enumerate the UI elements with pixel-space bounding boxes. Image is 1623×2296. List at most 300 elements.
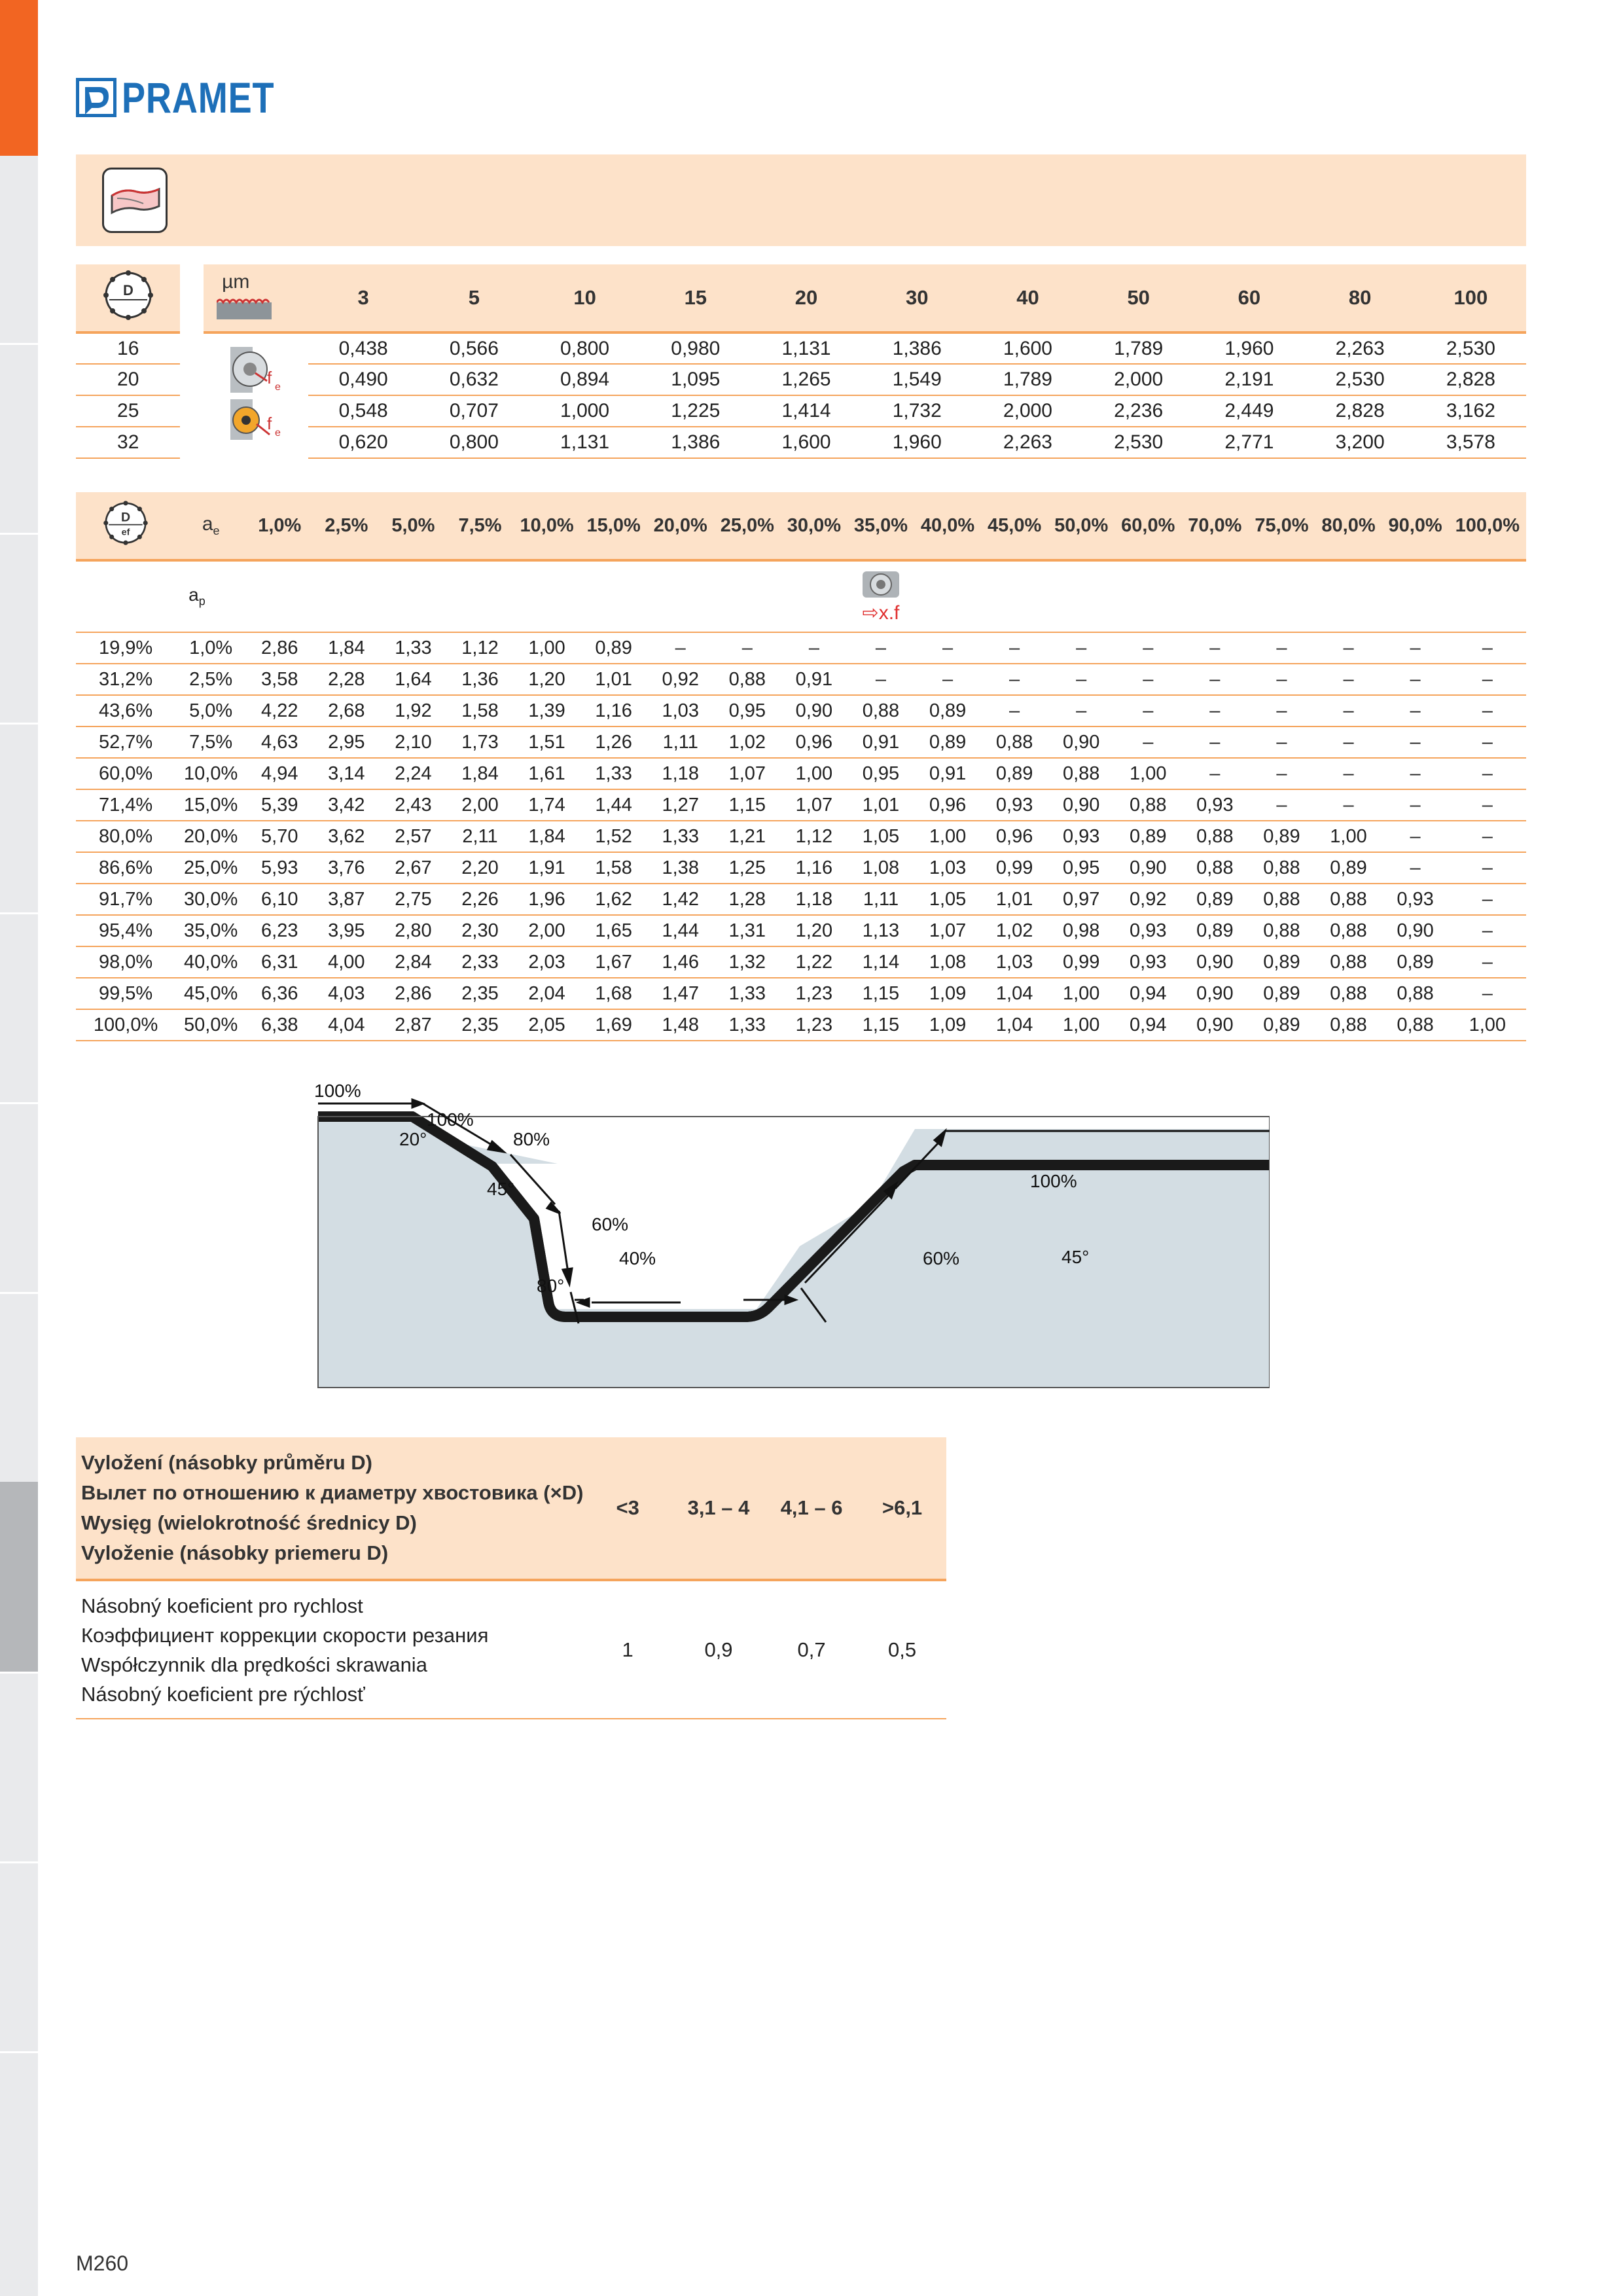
factor-value: 1,58 — [580, 852, 647, 884]
ae-col: 1,0% — [246, 492, 313, 560]
factor-value: 1,68 — [580, 978, 647, 1009]
factor-value: – — [1315, 789, 1382, 821]
diameter-cell: 32 — [76, 427, 180, 458]
factor-value: 5,39 — [246, 789, 313, 821]
factor-value: 0,99 — [981, 852, 1048, 884]
factor-value: 0,89 — [914, 695, 981, 726]
factor-value: 1,04 — [981, 1009, 1048, 1041]
feed-value: 1,095 — [640, 364, 751, 395]
ap-cell: 15,0% — [175, 789, 246, 821]
roughness-col-30: 30 — [862, 264, 972, 332]
factor-value: 2,84 — [380, 946, 446, 978]
factor-value: 2,20 — [446, 852, 513, 884]
radial-engagement-table — [76, 492, 1526, 1041]
def-cell: 86,6% — [76, 852, 175, 884]
factor-value: 2,03 — [514, 946, 580, 978]
effective-diameter-icon — [99, 497, 152, 549]
diameter-cell: 16 — [76, 332, 180, 364]
factor-value: 5,70 — [246, 821, 313, 852]
row-line: Współczynnik dla prędkości skrawania — [81, 1653, 427, 1676]
label-60: 60% — [923, 1248, 960, 1268]
factor-value: 0,92 — [647, 664, 714, 695]
feed-value: 1,131 — [751, 332, 861, 364]
factor-value: 2,30 — [446, 915, 513, 946]
ae-col: 20,0% — [647, 492, 714, 560]
ap-cell: 7,5% — [175, 726, 246, 758]
factor-value: 1,18 — [647, 758, 714, 789]
factor-value: 0,88 — [1382, 978, 1449, 1009]
feed-value: 2,000 — [972, 395, 1083, 427]
factor-value: 0,88 — [981, 726, 1048, 758]
factor-value: – — [1449, 726, 1526, 758]
angle-20: 20° — [399, 1129, 427, 1149]
factor-value: 1,08 — [914, 946, 981, 978]
factor-value: – — [1449, 758, 1526, 789]
speed-factor-value: 0,9 — [672, 1580, 765, 1719]
def-cell: 80,0% — [76, 821, 175, 852]
ap-cell: 40,0% — [175, 946, 246, 978]
row-line: Násobný koeficient pre rýchlosť — [81, 1682, 365, 1706]
factor-value: 1,00 — [1449, 1009, 1526, 1041]
feed-value: 1,131 — [529, 427, 640, 458]
factor-value: – — [1248, 789, 1315, 821]
def-cell: 52,7% — [76, 726, 175, 758]
ae-col: 45,0% — [981, 492, 1048, 560]
header-line: Вылет по отношению к диаметру хвостовика (×D) — [81, 1481, 584, 1504]
factor-value: 1,73 — [446, 726, 513, 758]
header-line: Vyložení (násobky průměru D) — [81, 1451, 372, 1474]
feed-value: 1,225 — [640, 395, 751, 427]
side-tab-strip — [0, 0, 38, 2296]
ap-cell: 45,0% — [175, 978, 246, 1009]
ae-col: 5,0% — [380, 492, 446, 560]
table-row — [76, 1009, 1526, 1041]
ae-col: 2,5% — [313, 492, 380, 560]
factor-value: 1,05 — [914, 884, 981, 915]
factor-value: 1,28 — [714, 884, 781, 915]
factor-value: 1,48 — [647, 1009, 714, 1041]
ae-col: 50,0% — [1048, 492, 1115, 560]
factor-value: 5,93 — [246, 852, 313, 884]
factor-value: 0,88 — [1248, 852, 1315, 884]
factor-value: 0,90 — [1181, 946, 1248, 978]
factor-value: – — [914, 664, 981, 695]
speed-factor-value: 0,7 — [765, 1580, 858, 1719]
factor-value: – — [1248, 632, 1315, 664]
factor-value: 1,31 — [714, 915, 781, 946]
header-line: Vyloženie (násobky priemeru D) — [81, 1541, 389, 1564]
factor-value: 1,91 — [514, 852, 580, 884]
feed-value: 2,263 — [972, 427, 1083, 458]
ap-cell: 1,0% — [175, 632, 246, 664]
factor-value: 1,42 — [647, 884, 714, 915]
factor-value: 6,23 — [246, 915, 313, 946]
spacer — [180, 427, 204, 458]
ae-col: 25,0% — [714, 492, 781, 560]
def-cell: 100,0% — [76, 1009, 175, 1041]
factor-value: 1,15 — [714, 789, 781, 821]
factor-value: 1,14 — [847, 946, 914, 978]
factor-value: 4,04 — [313, 1009, 380, 1041]
factor-value: 1,21 — [714, 821, 781, 852]
page-number: M260 — [76, 2251, 129, 2275]
factor-value: 1,20 — [514, 664, 580, 695]
factor-value: 1,01 — [981, 884, 1048, 915]
side-tab-current — [0, 1482, 38, 1672]
factor-value: 0,88 — [1248, 884, 1315, 915]
factor-value: – — [981, 664, 1048, 695]
factor-value: – — [1382, 789, 1449, 821]
factor-value: 1,33 — [714, 978, 781, 1009]
milling-surface-icon — [102, 168, 168, 233]
header-line: Wysięg (wielokrotność średnicy D) — [81, 1511, 417, 1534]
factor-value: 0,89 — [1181, 915, 1248, 946]
factor-value: 2,00 — [514, 915, 580, 946]
factor-value: 1,67 — [580, 946, 647, 978]
factor-value: 1,23 — [781, 1009, 847, 1041]
factor-value: 1,00 — [1115, 758, 1181, 789]
factor-value: – — [1449, 789, 1526, 821]
factor-value: 0,89 — [1248, 1009, 1315, 1041]
feed-value: 0,548 — [308, 395, 419, 427]
factor-value: 3,42 — [313, 789, 380, 821]
label-100: 100% — [427, 1109, 474, 1130]
roughness-col-60: 60 — [1194, 264, 1304, 332]
svg-text:D: D — [121, 510, 131, 525]
factor-value: – — [1248, 726, 1315, 758]
factor-value: – — [1048, 664, 1115, 695]
factor-value: – — [1449, 632, 1526, 664]
factor-value: – — [647, 632, 714, 664]
factor-value: – — [847, 664, 914, 695]
factor-value: 0,90 — [1048, 789, 1115, 821]
factor-value: 1,69 — [580, 1009, 647, 1041]
ap-cell: 2,5% — [175, 664, 246, 695]
svg-text:f: f — [266, 414, 272, 433]
factor-value: – — [1315, 695, 1382, 726]
factor-value: 0,89 — [580, 632, 647, 664]
factor-value: 1,84 — [514, 821, 580, 852]
factor-value: 0,88 — [1181, 821, 1248, 852]
factor-value: 0,94 — [1115, 978, 1181, 1009]
factor-value: 4,94 — [246, 758, 313, 789]
factor-value: 3,14 — [313, 758, 380, 789]
factor-value: 0,88 — [714, 664, 781, 695]
ap-cell: 10,0% — [175, 758, 246, 789]
factor-value: 0,95 — [847, 758, 914, 789]
factor-value: – — [1449, 695, 1526, 726]
feed-value: 0,490 — [308, 364, 419, 395]
arrow-icon — [488, 1141, 504, 1152]
factor-value: 1,65 — [580, 915, 647, 946]
feed-value: 1,386 — [862, 332, 972, 364]
factor-value: 0,89 — [1248, 946, 1315, 978]
factor-value: 0,94 — [1115, 1009, 1181, 1041]
feed-value: 0,632 — [419, 364, 529, 395]
factor-value: – — [1449, 946, 1526, 978]
factor-value: – — [847, 632, 914, 664]
angle-45: 45° — [487, 1179, 515, 1199]
label-100: 100% — [314, 1081, 361, 1101]
spacer — [180, 364, 204, 395]
factor-value: 1,74 — [514, 789, 580, 821]
factor-value: 0,90 — [1382, 915, 1449, 946]
factor-value: 1,25 — [714, 852, 781, 884]
factor-value: 2,05 — [514, 1009, 580, 1041]
factor-value: 1,46 — [647, 946, 714, 978]
feed-value: 2,000 — [1083, 364, 1194, 395]
factor-value: 1,09 — [914, 1009, 981, 1041]
factor-value: 1,00 — [514, 632, 580, 664]
factor-value: 0,97 — [1048, 884, 1115, 915]
factor-value: 1,33 — [380, 632, 446, 664]
ap-cell: 50,0% — [175, 1009, 246, 1041]
factor-value: 1,20 — [781, 915, 847, 946]
factor-value: – — [1315, 758, 1382, 789]
side-tab-divider — [0, 1292, 38, 1294]
factor-value: 2,35 — [446, 978, 513, 1009]
factor-value: – — [1048, 632, 1115, 664]
factor-value: – — [1115, 632, 1181, 664]
factor-value: 1,04 — [981, 978, 1048, 1009]
factor-value: 1,15 — [847, 978, 914, 1009]
side-tab-divider — [0, 2051, 38, 2053]
factor-value: – — [1315, 664, 1382, 695]
table-row — [76, 332, 1526, 364]
roughness-col-80: 80 — [1305, 264, 1416, 332]
feed-value: 0,620 — [308, 427, 419, 458]
factor-value: – — [914, 632, 981, 664]
factor-value: 1,00 — [914, 821, 981, 852]
factor-value: 0,88 — [1315, 915, 1382, 946]
factor-value: 2,75 — [380, 884, 446, 915]
diameter-cell: 25 — [76, 395, 180, 427]
factor-value: 1,33 — [714, 1009, 781, 1041]
factor-value: – — [1449, 664, 1526, 695]
factor-value: 2,11 — [446, 821, 513, 852]
feed-value: 0,800 — [529, 332, 640, 364]
arrow-icon — [412, 1100, 423, 1107]
factor-value: 1,00 — [781, 758, 847, 789]
spacer — [180, 395, 204, 427]
factor-value: – — [1181, 758, 1248, 789]
factor-value: 0,96 — [781, 726, 847, 758]
factor-value: 2,26 — [446, 884, 513, 915]
feed-value: 1,732 — [862, 395, 972, 427]
factor-value: 4,00 — [313, 946, 380, 978]
feed-value: 1,960 — [862, 427, 972, 458]
factor-value: 0,89 — [1315, 852, 1382, 884]
factor-value: 0,93 — [1048, 821, 1115, 852]
ae-header: $a_e$ — [175, 492, 246, 560]
feed-value: 0,800 — [419, 427, 529, 458]
factor-value: 2,87 — [380, 1009, 446, 1041]
factor-value: – — [1181, 664, 1248, 695]
factor-value: 3,58 — [246, 664, 313, 695]
roughness-col-10: 10 — [529, 264, 640, 332]
section-banner — [76, 154, 1526, 246]
factor-value: 0,95 — [1048, 852, 1115, 884]
table-row — [76, 758, 1526, 789]
factor-value: 0,92 — [1115, 884, 1181, 915]
table-row — [76, 632, 1526, 664]
factor-value: 0,90 — [1181, 978, 1248, 1009]
factor-value: 0,88 — [1181, 852, 1248, 884]
feed-value: 3,578 — [1416, 427, 1526, 458]
svg-text:e: e — [274, 427, 281, 439]
factor-value: – — [1382, 758, 1449, 789]
factor-value: 1,92 — [380, 695, 446, 726]
angle-80: 80° — [537, 1276, 565, 1296]
feed-value: 3,162 — [1416, 395, 1526, 427]
ae-col: 10,0% — [514, 492, 580, 560]
factor-value: 1,03 — [981, 946, 1048, 978]
factor-value: 6,31 — [246, 946, 313, 978]
diameter-circle-icon — [99, 266, 158, 325]
factor-value: 1,12 — [446, 632, 513, 664]
feed-value: 2,828 — [1416, 364, 1526, 395]
factor-value: 0,88 — [1115, 789, 1181, 821]
def-cell: 31,2% — [76, 664, 175, 695]
factor-value: 0,90 — [1181, 1009, 1248, 1041]
overhang-col: 3,1 – 4 — [672, 1437, 765, 1580]
factor-value: 1,00 — [1048, 1009, 1115, 1041]
overhang-col: 4,1 – 6 — [765, 1437, 858, 1580]
feed-tooth-icon — [226, 344, 285, 442]
feed-value: 0,707 — [419, 395, 529, 427]
factor-value: 0,93 — [1115, 915, 1181, 946]
speed-factor-value: 0,5 — [858, 1580, 946, 1719]
ae-col: 60,0% — [1115, 492, 1181, 560]
factor-value: 0,99 — [1048, 946, 1115, 978]
factor-value: 0,89 — [914, 726, 981, 758]
factor-value: 1,32 — [714, 946, 781, 978]
table-row — [76, 664, 1526, 695]
def-cell: 98,0% — [76, 946, 175, 978]
feed-value: 1,000 — [529, 395, 640, 427]
factor-value: 1,16 — [580, 695, 647, 726]
factor-value: 0,93 — [981, 789, 1048, 821]
feed-multiplier-icon — [855, 570, 907, 600]
factor-value: – — [1449, 978, 1526, 1009]
feed-value: 1,789 — [1083, 332, 1194, 364]
factor-value: 0,90 — [781, 695, 847, 726]
factor-value: 1,16 — [781, 852, 847, 884]
factor-value: 0,89 — [981, 758, 1048, 789]
factor-value: 0,93 — [1181, 789, 1248, 821]
factor-value: 1,44 — [647, 915, 714, 946]
ae-col: 30,0% — [781, 492, 847, 560]
feed-icon-cell — [204, 332, 308, 458]
factor-value: 2,80 — [380, 915, 446, 946]
factor-value: 2,04 — [514, 978, 580, 1009]
roughness-col-3: 3 — [308, 264, 419, 332]
factor-value: 0,89 — [1382, 946, 1449, 978]
factor-value: – — [1315, 632, 1382, 664]
factor-value: 0,91 — [914, 758, 981, 789]
factor-value: 0,96 — [981, 821, 1048, 852]
factor-value: 2,86 — [380, 978, 446, 1009]
ae-col: 90,0% — [1382, 492, 1449, 560]
factor-value: – — [1449, 821, 1526, 852]
factor-value: 3,62 — [313, 821, 380, 852]
speed-factor-label — [76, 1580, 583, 1719]
side-tab-active — [0, 0, 38, 156]
factor-value: – — [1248, 664, 1315, 695]
factor-value: – — [1181, 726, 1248, 758]
factor-value: 0,93 — [1382, 884, 1449, 915]
diameter-header — [76, 264, 180, 332]
factor-value: – — [1248, 758, 1315, 789]
factor-value: 0,89 — [1248, 978, 1315, 1009]
def-cell: 60,0% — [76, 758, 175, 789]
factor-value: 1,33 — [580, 758, 647, 789]
factor-value: 1,08 — [847, 852, 914, 884]
factor-value: 1,13 — [847, 915, 914, 946]
factor-value: 0,88 — [1382, 1009, 1449, 1041]
row-line: Násobný koeficient pro rychlost — [81, 1594, 363, 1617]
factor-value: 1,02 — [981, 915, 1048, 946]
factor-value: 2,67 — [380, 852, 446, 884]
factor-value: 1,12 — [781, 821, 847, 852]
row-line: Коэффициент коррекции скорости резания — [81, 1623, 489, 1647]
ap-cell: 5,0% — [175, 695, 246, 726]
factor-value: 0,95 — [714, 695, 781, 726]
ae-col: 15,0% — [580, 492, 647, 560]
overhang-col: <3 — [583, 1437, 672, 1580]
factor-value: 1,33 — [647, 821, 714, 852]
factor-value: 2,10 — [380, 726, 446, 758]
spacer — [180, 332, 204, 364]
table-row — [76, 852, 1526, 884]
factor-value: 2,00 — [446, 789, 513, 821]
factor-value: 0,96 — [914, 789, 981, 821]
feed-value: 1,265 — [751, 364, 861, 395]
factor-value: 1,58 — [446, 695, 513, 726]
factor-value: 0,98 — [1048, 915, 1115, 946]
feed-value: 1,600 — [751, 427, 861, 458]
factor-value: – — [1048, 695, 1115, 726]
factor-value: 0,88 — [1048, 758, 1115, 789]
feed-multiplier-label: ⇨x.f — [862, 602, 900, 624]
factor-value: – — [1382, 852, 1449, 884]
effective-diameter-header — [76, 492, 175, 560]
toolpath-diagram — [314, 1073, 1270, 1401]
feed-value: 2,771 — [1194, 427, 1304, 458]
ae-col: 80,0% — [1315, 492, 1382, 560]
def-cell: 95,4% — [76, 915, 175, 946]
factor-value: 0,89 — [1181, 884, 1248, 915]
feed-value: 1,414 — [751, 395, 861, 427]
roughness-header — [204, 264, 308, 332]
brand-name: PRAMET — [122, 73, 275, 122]
factor-value: 0,88 — [1315, 946, 1382, 978]
roughness-unit: µm — [222, 271, 250, 293]
def-cell: 71,4% — [76, 789, 175, 821]
factor-value: 1,07 — [781, 789, 847, 821]
factor-value: – — [1382, 664, 1449, 695]
factor-value: 1,11 — [847, 884, 914, 915]
factor-value: 1,62 — [580, 884, 647, 915]
side-tab-divider — [0, 912, 38, 914]
side-tab-divider — [0, 533, 38, 535]
factor-value: – — [1115, 695, 1181, 726]
feed-value: 0,894 — [529, 364, 640, 395]
ap-cell: 20,0% — [175, 821, 246, 852]
factor-value: 2,95 — [313, 726, 380, 758]
factor-value: 1,84 — [313, 632, 380, 664]
factor-value: 6,10 — [246, 884, 313, 915]
